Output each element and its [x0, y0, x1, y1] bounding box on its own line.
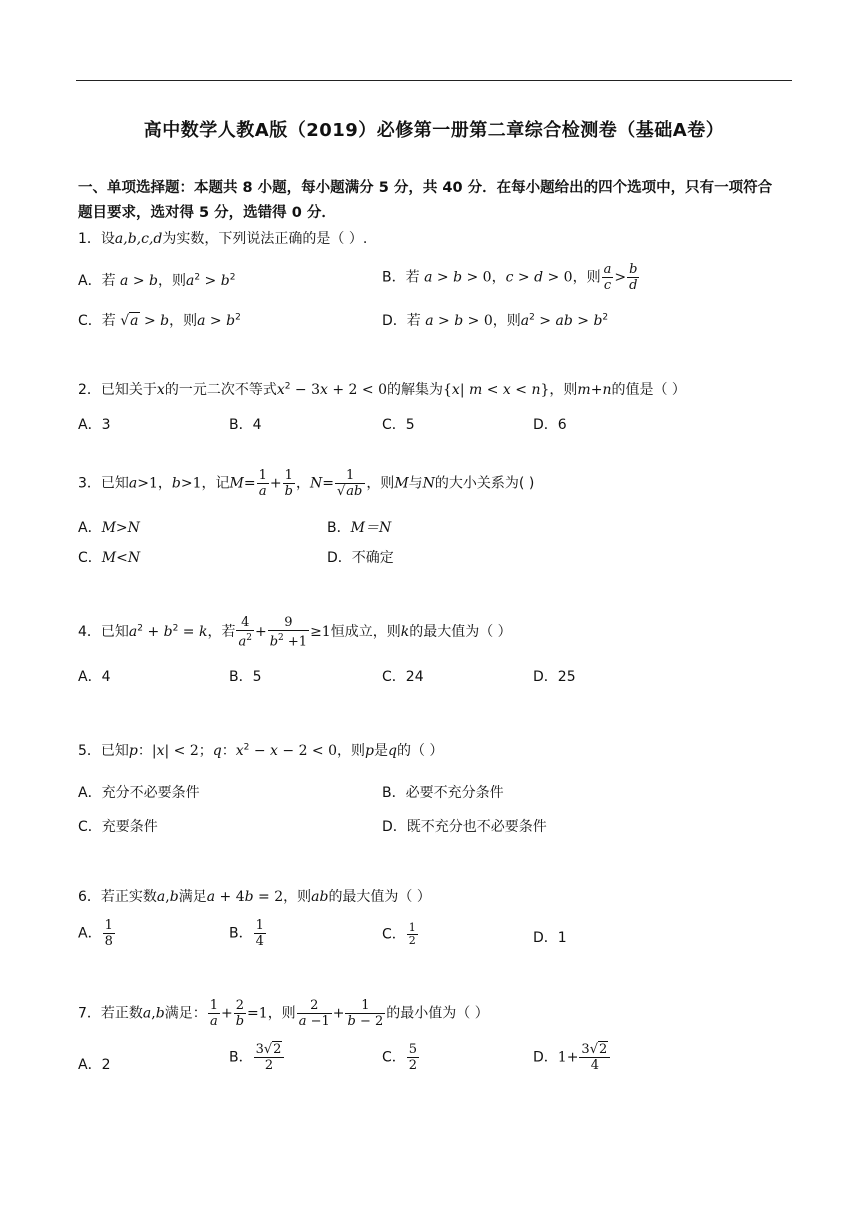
question-5-option-c: C．充要条件 [78, 819, 158, 835]
question-1-stem: 1．设a,b,c,d为实数，下列说法正确的是（ ）. [78, 231, 368, 247]
question-7-option-a: A．2 [78, 1057, 111, 1073]
question-6-option-d: D．1 [533, 930, 567, 946]
question-4-option-d: D．25 [533, 669, 576, 685]
question-2-stem: 2．已知关于x的一元二次不等式$x^2 - 3x + 2 < 0$的解集为{x| m < x < n}，则m+n的值是（ ） [78, 381, 686, 398]
question-5-option-d: D．既不充分也不必要条件 [382, 819, 547, 835]
question-7-stem: 7．若正数a,b满足： $\frac{1}{a}$ + $\frac{2}{b}$ =1，则 $\frac{2}{a -1}$ + $\frac{1}{b - 2}$ 的最小值为（ ） [78, 998, 489, 1029]
section-heading-line-1: 一、单项选择题：本题共 8 小题，每小题满分 5 分，共 40 分．在每小题给出的四个选项中，只有一项符合 [78, 180, 773, 196]
question-3-option-c: C．M<N [78, 550, 141, 566]
page-title: 高中数学人教A版（2019）必修第一册第二章综合检测卷（基础A卷） [143, 120, 725, 141]
question-4-option-b: B．5 [229, 669, 262, 685]
question-1-option-d: D．若 a > b > 0，则$a^2$ > ab > $b^2$ [382, 312, 609, 329]
question-6-option-c: C． $\frac{1}{2}$ [382, 921, 416, 947]
question-2-option-d: D．6 [533, 417, 567, 433]
question-6-stem: 6．若正实数a,b满足a + 4b = 2，则ab的最大值为（ ） [78, 889, 431, 905]
section-heading-line-2: 题目要求，选对得 5 分，选错得 0 分． [78, 205, 336, 221]
header-rule [76, 80, 792, 81]
question-4-stem: 4．已知$a^2 + b^2 = k$，若 $\frac{4}{a^2}$ + $\frac{9}{b^2 +1}$ ≥1恒成立，则k的最大值为（ ） [78, 615, 512, 650]
question-2-option-c: C．5 [382, 417, 415, 433]
question-3-option-d: D．不确定 [327, 550, 394, 566]
question-5-stem: 5．已知p：|x| < 2；q：$x^2 - x - 2 < 0$，则p是q的（ ） [78, 742, 444, 759]
question-6-option-a: A． $\frac{1}{8}$ [78, 918, 113, 949]
question-7-option-c: C． $\frac{5}{2}$ [382, 1042, 418, 1073]
question-3-option-a: A．M>N [78, 520, 140, 536]
question-5-option-b: B．必要不充分条件 [382, 785, 504, 801]
question-1-option-c: C．若 √a > b，则$a > b^2$ [78, 312, 241, 329]
question-5-option-a: A．充分不必要条件 [78, 785, 200, 801]
question-1-option-a: A．若 a > b，则$a^2 > b^2$ [78, 272, 236, 289]
question-4-option-a: A．4 [78, 669, 111, 685]
section-heading [78, 176, 794, 226]
question-7-option-d: D．1+ $\frac{3√2}{4}$ [533, 1042, 611, 1073]
question-1-option-b: B．若 a > b > 0，c > d > 0，则 $\frac{a}{c}$ > $\frac{b}{d}$ [382, 262, 638, 293]
question-4-option-c: C．24 [382, 669, 424, 685]
question-7-option-b: B． $\frac{3√2}{2}$ [229, 1042, 285, 1073]
question-3-option-b: B．M＝N [327, 520, 392, 536]
question-3-stem: 3．已知a>1，b>1，记M= $\frac{1}{a}$ + $\frac{1}{b}$ ，N= $\frac{1}{√ab}$ ，则M与N的大小关系为( ) [78, 468, 535, 499]
question-2-option-b: B．4 [229, 417, 262, 433]
question-2-option-a: A．3 [78, 417, 111, 433]
question-6-option-b: B． $\frac{1}{4}$ [229, 918, 264, 949]
